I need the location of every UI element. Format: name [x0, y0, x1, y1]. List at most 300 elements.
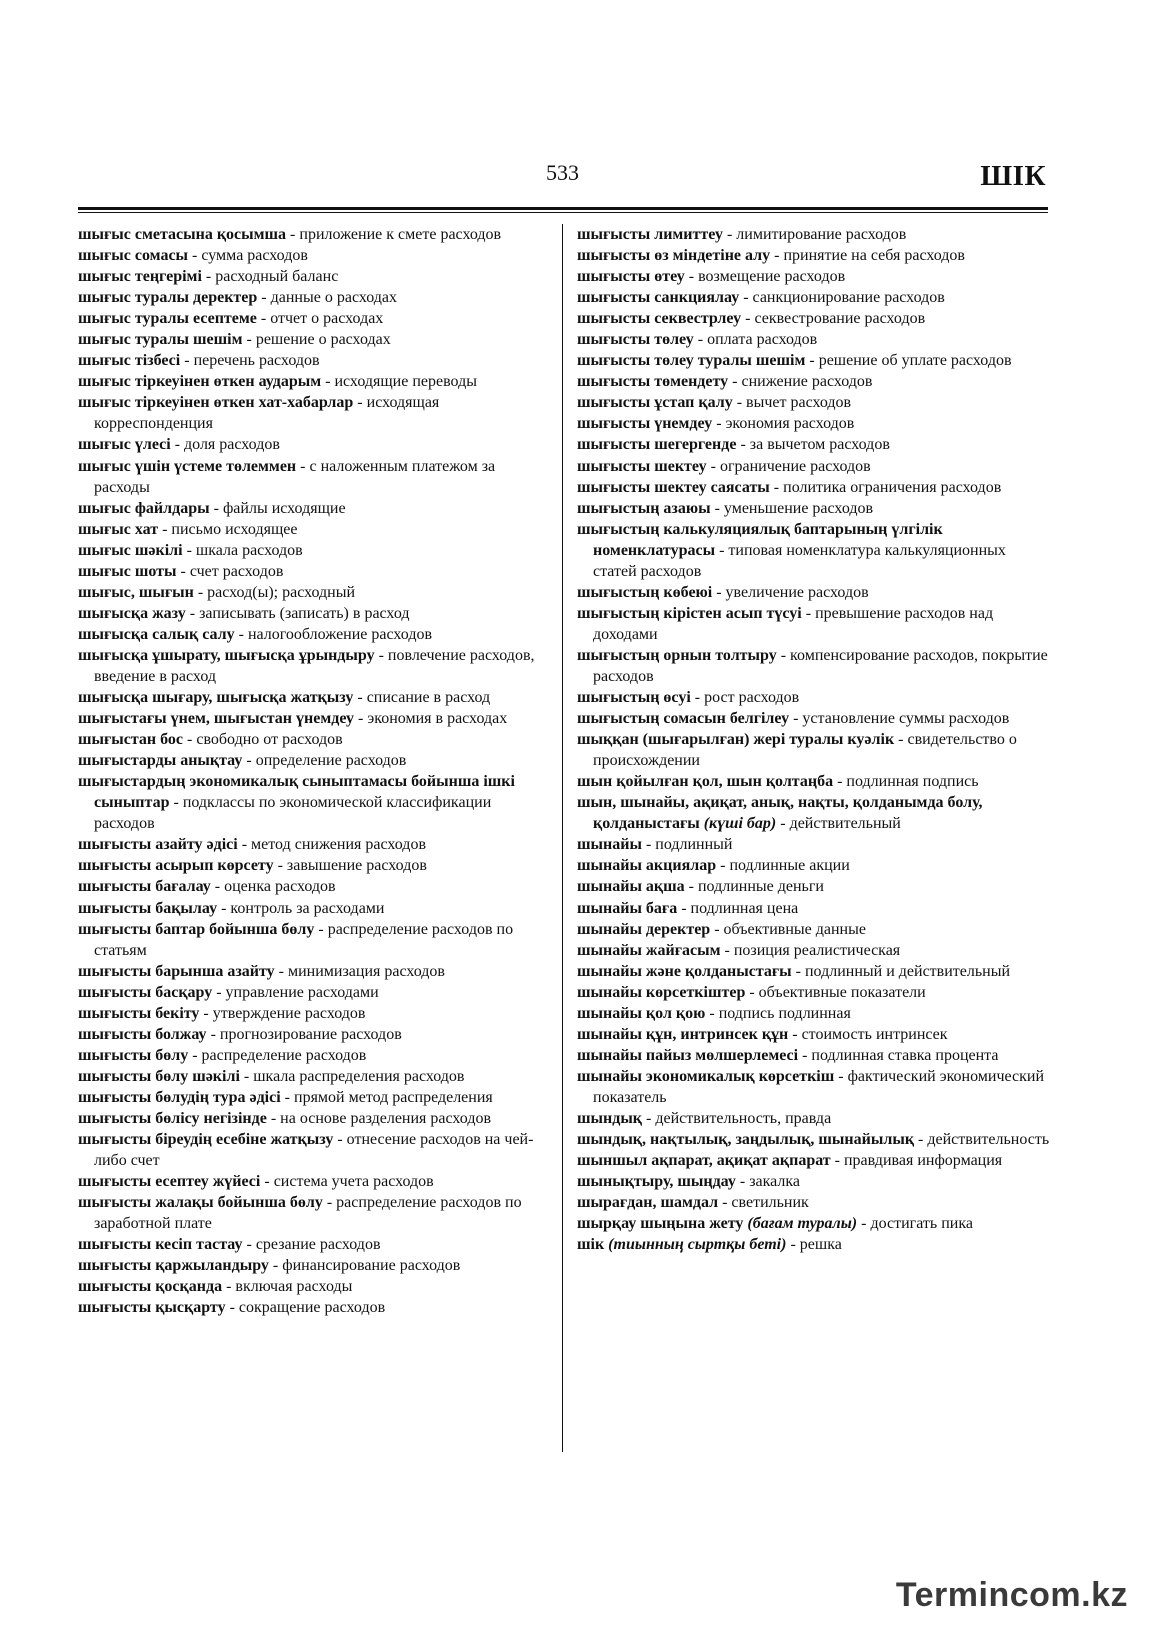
watermark-part2: m.kz [1050, 1576, 1128, 1614]
entry-sep: - [706, 457, 720, 475]
entry-def: подлинный [655, 836, 733, 854]
dictionary-entry [577, 729, 1051, 771]
entry-term: шығыстың сомасын белгілеу [577, 710, 790, 728]
dictionary-entry [577, 1003, 1051, 1024]
entry-def: распределение расходов [201, 1046, 367, 1064]
dictionary-entry [78, 519, 548, 540]
dictionary-entry [78, 1255, 548, 1276]
dictionary-entry [577, 1129, 1051, 1150]
entry-term: шығысты шектеу саясаты [577, 478, 770, 496]
entry-def: закалка [749, 1173, 801, 1191]
dictionary-entry [78, 624, 548, 645]
entry-sep: - [210, 878, 225, 896]
entry-sep: - [789, 710, 803, 728]
entry-sep: - [273, 857, 287, 875]
entry-sep: - [715, 541, 729, 559]
dictionary-entry [577, 1024, 1051, 1045]
entry-sep: - [169, 794, 183, 812]
entry-def: решение об уплате расходов [818, 352, 1012, 370]
entry-def: санкционирование расходов [752, 289, 945, 307]
dictionary-entry [78, 645, 548, 687]
entry-def: свидетельство о происхождении [593, 731, 1017, 770]
entry-sep: - [776, 815, 790, 833]
entry-term: шығысты басқару [78, 983, 213, 1001]
entry-def: подлинный и действительный [804, 962, 1011, 980]
entry-def: метод снижения расходов [251, 836, 426, 854]
entry-sep: - [242, 1236, 256, 1254]
entry-term: шығысты жалақы бойынша бөлу [78, 1194, 323, 1212]
entry-def: действительный [789, 815, 901, 833]
entry-def: доля расходов [184, 436, 280, 454]
entry-sep: - [788, 1025, 802, 1043]
dictionary-entry [577, 371, 1051, 392]
dictionary-entry [78, 876, 548, 897]
entry-term: шығысты бөлу шәкілі [78, 1067, 240, 1085]
entry-def: экономия в расходах [367, 710, 508, 728]
dictionary-entry [577, 792, 1051, 834]
entry-def: срезание расходов [255, 1236, 381, 1254]
entry-sep: - [201, 268, 216, 286]
entry-sep: - [728, 373, 742, 391]
entry-term: шығыс тіркеуінен өткен аударым [78, 373, 322, 391]
entry-sep: - [353, 689, 367, 707]
entry-def: отчет о расходах [270, 310, 384, 328]
dictionary-entry [577, 1192, 1051, 1213]
dictionary-entry [577, 1171, 1051, 1192]
entry-def: приложение к смете расходов [299, 226, 502, 243]
entry-sep: - [217, 899, 231, 917]
entry-sep: - [716, 857, 730, 875]
entry-sep: - [801, 604, 816, 622]
entry-term: шығыстың калькуляциялық баптарының үлгілік номенклатурасы [577, 520, 943, 559]
entry-sep: - [735, 1173, 750, 1191]
entry-term: шығысты бөлісу негізінде [78, 1109, 267, 1127]
entry-sep: - [712, 583, 726, 601]
entry-sep: - [268, 1257, 283, 1275]
entry-def: компенсирование расходов, покрытие расходов [593, 646, 1048, 685]
entry-term: шығысты асырып көрсету [78, 857, 274, 875]
entry-term: шығысты қысқарту [78, 1299, 226, 1317]
entry-term: шығысты төлеу [577, 331, 694, 349]
entry-def: рост расходов [704, 689, 800, 707]
entry-def: действительность [927, 1131, 1050, 1149]
entry-term: шығысты қосқанда [78, 1278, 223, 1296]
entry-sep: - [234, 625, 248, 643]
entry-def: шкала распределения расходов [253, 1067, 465, 1085]
entry-note: (күші бар) [703, 815, 777, 833]
entry-def: распределение расходов по заработной плате [94, 1194, 522, 1233]
dictionary-entry [577, 834, 1051, 855]
dictionary-entry [78, 687, 548, 708]
entry-def: расходный баланс [215, 268, 339, 286]
entry-def: принятие на себя расходов [783, 247, 965, 265]
entry-def: распределение расходов по статьям [94, 920, 514, 959]
entry-term: шығысты төлеу туралы шешім [577, 352, 806, 370]
entry-sep: - [770, 247, 784, 265]
entry-term: шығысты бағалау [78, 878, 211, 896]
dictionary-entry [78, 224, 548, 245]
entry-def: файлы исходящие [222, 499, 346, 517]
entry-sep: - [239, 1067, 254, 1085]
dictionary-entry [78, 287, 548, 308]
dictionary-entry [78, 603, 548, 624]
entry-sep: - [684, 878, 698, 896]
entry-sep: - [641, 836, 656, 854]
entry-sep: - [776, 646, 791, 664]
dictionary-entry [78, 1087, 548, 1108]
entry-sep: - [193, 583, 208, 601]
entry-sep: - [720, 941, 734, 959]
entry-def: подлинные деньги [697, 878, 824, 896]
entry-term: шығысты шегергенде [577, 436, 737, 454]
entry-term: шығысты санкциялау [577, 289, 740, 307]
entry-term: шығыстардың экономикалық сыныптамасы бойынша ішкі сыныптар [78, 773, 515, 812]
dictionary-entry [78, 834, 548, 855]
entry-sep: - [296, 457, 310, 475]
entry-def: отнесение расходов на чей-либо счет [94, 1131, 534, 1170]
dictionary-entry [577, 392, 1051, 413]
entry-sep: - [710, 499, 724, 517]
entry-term: шығыстың кірістен асып түсуі [577, 604, 802, 622]
entry-sep: - [914, 1131, 928, 1149]
dictionary-entry [78, 540, 548, 561]
entry-def: позиция реалистическая [733, 941, 901, 959]
dictionary-entry [78, 919, 548, 961]
dictionary-entry [577, 329, 1051, 350]
entry-def: с наложенным платежом за расходы [94, 457, 496, 496]
entry-def: прогнозирование расходов [219, 1025, 402, 1043]
dictionary-entry [78, 1066, 548, 1087]
entry-def: записывать (записать) в расход [199, 604, 410, 622]
dictionary-entry [78, 898, 548, 919]
entry-sep: - [354, 710, 368, 728]
entry-term: шын, шынайы, ақиқат, анық, нақты, қолданымда болу, қолданыстағы [577, 794, 983, 833]
dictionary-entry [577, 687, 1051, 708]
entry-sep: - [176, 562, 190, 580]
entry-def: политика ограничения расходов [783, 478, 1002, 496]
dictionary-entry [78, 708, 548, 729]
dictionary-entry [577, 898, 1051, 919]
entry-term: шығыстарды анықтау [78, 752, 243, 770]
entry-def: уменьшение расходов [723, 499, 874, 517]
entry-term: шынайы және қолданыстағы [577, 962, 792, 980]
entry-sep: - [321, 373, 335, 391]
entry-def: налогообложение расходов [247, 625, 433, 643]
dictionary-entry [78, 392, 548, 434]
entry-sep: - [185, 604, 200, 622]
entry-term: шындық [577, 1109, 643, 1127]
dictionary-entry [78, 1276, 548, 1297]
entry-sep: - [677, 899, 691, 917]
dictionary-entry [577, 961, 1051, 982]
entry-def: списание в расход [366, 689, 491, 707]
entry-def: действительность, правда [655, 1109, 832, 1127]
entry-sep: - [237, 836, 252, 854]
entry-def: ограничение расходов [719, 457, 871, 475]
entry-def: объективные данные [723, 920, 866, 938]
entry-def: подлинные акции [729, 857, 850, 875]
entry-def: расход(ы); расходный [207, 583, 356, 601]
dictionary-entry [577, 1213, 1051, 1234]
dictionary-entry [577, 940, 1051, 961]
dictionary-entry [78, 750, 548, 771]
entry-term: шығысты үнемдеу [577, 415, 713, 433]
entry-def: шкала расходов [195, 541, 303, 559]
dictionary-entry [577, 582, 1051, 603]
column-divider [562, 224, 563, 1452]
dictionary-entry [577, 1234, 1051, 1255]
entry-term: шынайы деректер [577, 920, 711, 938]
entry-sep: - [739, 289, 753, 307]
entry-sep: - [199, 1004, 213, 1022]
dictionary-entry [577, 308, 1051, 329]
entry-term: шығысты бөлудің тура әдісі [78, 1088, 281, 1106]
entry-term: шынайы экономикалық көрсеткіш [577, 1067, 835, 1085]
entry-term: шығыс үшін үстеме төлеммен [78, 457, 297, 475]
entry-term: шығысты баптар бойынша бөлу [78, 920, 315, 938]
entry-term: шындық, нақтылық, заңдылық, шынайылық [577, 1131, 915, 1149]
entry-sep: - [222, 1278, 236, 1296]
header-rule-thick [78, 207, 1048, 210]
dictionary-entry [78, 498, 548, 519]
entry-def: светильник [731, 1194, 809, 1212]
entry-term: шынайы жайғасым [577, 941, 721, 959]
entry-sep: - [242, 331, 256, 349]
dictionary-entry [577, 982, 1051, 1003]
entry-def: контроль за расходами [230, 899, 385, 917]
entry-def: исходящие переводы [334, 373, 477, 391]
entry-sep: - [158, 520, 172, 538]
entry-sep: - [710, 920, 724, 938]
dictionary-entry [577, 245, 1051, 266]
entry-sep: - [188, 247, 202, 265]
dictionary-entry [78, 1171, 548, 1192]
dictionary-entry [78, 329, 548, 350]
dictionary-entry [78, 729, 548, 750]
entry-def: подлинная цена [690, 899, 799, 917]
header-rule-thin [78, 212, 1048, 213]
entry-term: шығысты азайту әдісі [78, 836, 238, 854]
dictionary-entry [577, 287, 1051, 308]
entry-term: шығыс сметасына қосымша [78, 226, 287, 243]
dictionary-entry [78, 582, 548, 603]
entry-sep: - [798, 1046, 812, 1064]
entry-def: экономия расходов [725, 415, 855, 433]
entry-sep: - [684, 268, 699, 286]
entry-sep: - [322, 1194, 337, 1212]
dictionary-entry [577, 771, 1051, 792]
entry-term: шығыс теңгерімі [78, 268, 202, 286]
entry-term: шығысты біреудің есебіне жатқызу [78, 1131, 334, 1149]
entry-def: сокращение расходов [238, 1299, 386, 1317]
entry-term: шығысты есептеу жүйесі [78, 1173, 261, 1191]
entry-term: шығысқа салық салу [78, 625, 235, 643]
entry-term: шығысты кесіп тастау [78, 1236, 243, 1254]
dictionary-entry [577, 224, 1051, 245]
entry-def: данные о расходах [270, 289, 398, 307]
entry-def: стоимость интринсек [801, 1025, 948, 1043]
dictionary-entry [577, 413, 1051, 434]
dictionary-entry [577, 434, 1051, 455]
entry-sep: - [212, 983, 226, 1001]
dictionary-entry [577, 1150, 1051, 1171]
entry-sep: - [225, 1299, 239, 1317]
entry-sep: - [353, 394, 367, 412]
entry-sep: - [736, 436, 750, 454]
entry-def: типовая номенклатура калькуляционных статей расходов [593, 541, 1006, 580]
entry-term: шығыс шоты [78, 562, 177, 580]
entry-sep: - [834, 1067, 848, 1085]
entry-sep: - [741, 310, 755, 328]
dictionary-entry [78, 771, 548, 834]
entry-term: шығыс, шығын [78, 583, 194, 601]
entry-def: лимитирование расходов [736, 226, 907, 243]
entry-def: свободно от расходов [196, 731, 343, 749]
entry-sep: - [712, 415, 726, 433]
entry-sep: - [374, 646, 388, 664]
dictionary-entry [78, 434, 548, 455]
entry-term: шынайы құн, интринсек құн [577, 1025, 789, 1043]
entry-term: шығыс туралы шешім [78, 331, 243, 349]
entry-term: шығысқа ұшырату, шығысқа ұрындыру [78, 646, 375, 664]
entry-term: шығыс хат [78, 520, 159, 538]
entry-term: шынайы акциялар [577, 857, 717, 875]
entry-term: шығысты өтеу [577, 268, 685, 286]
entry-term: шынайы баға [577, 899, 678, 917]
dictionary-entry [78, 1024, 548, 1045]
entry-def: определение расходов [255, 752, 407, 770]
entry-def: секвестрование расходов [754, 310, 926, 328]
entry-term: шығысты секвестрлеу [577, 310, 742, 328]
entry-def: подлинная ставка процента [811, 1046, 999, 1064]
entry-term: шығыс тізбесі [78, 352, 181, 370]
running-head: ШІК [980, 160, 1046, 192]
entry-def: сумма расходов [201, 247, 308, 265]
entry-def: финансирование расходов [282, 1257, 461, 1275]
entry-sep: - [693, 331, 708, 349]
entry-sep: - [786, 1236, 800, 1254]
entry-def: достигать пика [870, 1215, 973, 1233]
entry-sep: - [805, 352, 819, 370]
dictionary-entry [577, 1045, 1051, 1066]
watermark-logo [896, 1576, 1128, 1615]
entry-def: решка [799, 1236, 842, 1254]
left-column [78, 224, 548, 1318]
entry-term: шығысты барынша азайту [78, 962, 275, 980]
dictionary-entry [78, 308, 548, 329]
dictionary-entry [78, 855, 548, 876]
entry-sep: - [266, 1109, 281, 1127]
dictionary-entry [78, 266, 548, 287]
entry-def: повлечение расходов, введение в расход [94, 646, 535, 685]
entry-term: шығыстың көбеюі [577, 583, 713, 601]
entry-def: система учета расходов [273, 1173, 434, 1191]
entry-def: оплата расходов [707, 331, 818, 349]
entry-def: возмещение расходов [698, 268, 846, 286]
dictionary-entry [78, 1234, 548, 1255]
dictionary-entry [577, 603, 1051, 645]
dictionary-entry [577, 519, 1051, 582]
entry-term: шығысқа шығару, шығысқа жатқызу [78, 689, 354, 707]
entry-sep: - [182, 541, 196, 559]
entry-sep: - [242, 752, 256, 770]
entry-term: шынайы көрсеткіштер [577, 983, 746, 1001]
entry-term: шік [577, 1236, 605, 1254]
entry-sep: - [833, 773, 847, 791]
entry-term: шығысқа жазу [78, 604, 186, 622]
dictionary-entry [78, 1129, 548, 1171]
entry-def: управление расходами [225, 983, 379, 1001]
entry-term: шынайы ақша [577, 878, 685, 896]
entry-def: минимизация расходов [287, 962, 445, 980]
entry-sep: - [791, 962, 805, 980]
entry-note: (бағам туралы) [747, 1215, 858, 1233]
entry-sep: - [830, 1152, 844, 1170]
entry-term: шығыстағы үнем, шығыстан үнемдеу [78, 710, 355, 728]
dictionary-entry [577, 350, 1051, 371]
entry-def: подклассы по экономической классификации расходов [94, 794, 492, 833]
entry-term: шығысты өз міндетіне алу [577, 247, 771, 265]
entry-term: шығыстың өсуі [577, 689, 691, 707]
dictionary-entry [78, 1108, 548, 1129]
entry-sep: - [857, 1215, 871, 1233]
dictionary-entry [78, 456, 548, 498]
entry-def: на основе разделения расходов [280, 1109, 492, 1127]
entry-sep: - [705, 1004, 719, 1022]
entry-sep: - [286, 226, 300, 243]
dictionary-entry [577, 919, 1051, 940]
dictionary-entry [577, 456, 1051, 477]
entry-def: фактический экономический показатель [593, 1067, 1045, 1106]
entry-term: шығыс файлдары [78, 499, 210, 517]
entry-def: перечень расходов [193, 352, 320, 370]
entry-term: шырағдан, шамдал [577, 1194, 719, 1212]
entry-sep: - [257, 289, 271, 307]
page-number: 533 [546, 160, 579, 185]
entry-term: шығысты лимиттеу [577, 226, 723, 243]
entry-sep: - [183, 731, 197, 749]
entry-term: шығыстың орнын толтыру [577, 646, 777, 664]
entry-sep: - [690, 689, 705, 707]
entry-term: шынайы қол қою [577, 1004, 706, 1022]
entry-term: шынайы [577, 836, 642, 854]
entry-term: шығыс үлесі [78, 436, 171, 454]
entry-term: шын қойылған қол, шын қолтаңба [577, 773, 834, 791]
entry-term: шыншыл ақпарат, ақиқат ақпарат [577, 1152, 831, 1170]
dictionary-entry [577, 876, 1051, 897]
entry-def: установление суммы расходов [802, 710, 1010, 728]
entry-def: подпись подлинная [718, 1004, 851, 1022]
entry-sep: - [280, 1088, 294, 1106]
dictionary-entry [577, 1066, 1051, 1108]
entry-term: шығысты бекіту [78, 1004, 200, 1022]
entry-sep: - [206, 1025, 220, 1043]
entry-term: шығысты бақылау [78, 899, 218, 917]
entry-term: шығыс сомасы [78, 247, 189, 265]
entry-term: шығысты қаржыландыру [78, 1257, 269, 1275]
dictionary-entry [78, 982, 548, 1003]
dictionary-entry [78, 561, 548, 582]
dictionary-entry [577, 645, 1051, 687]
entry-sep: - [274, 962, 288, 980]
entry-term: шығыс туралы есептеме [78, 310, 257, 328]
dictionary-entry [78, 350, 548, 371]
entry-def: письмо исходящее [171, 520, 298, 538]
entry-term: шығысты бөлу [78, 1046, 189, 1064]
entry-term: шығысты төмендету [577, 373, 729, 391]
entry-term: шығысты шектеу [577, 457, 707, 475]
entry-term: шығысты ұстап қалу [577, 394, 733, 412]
